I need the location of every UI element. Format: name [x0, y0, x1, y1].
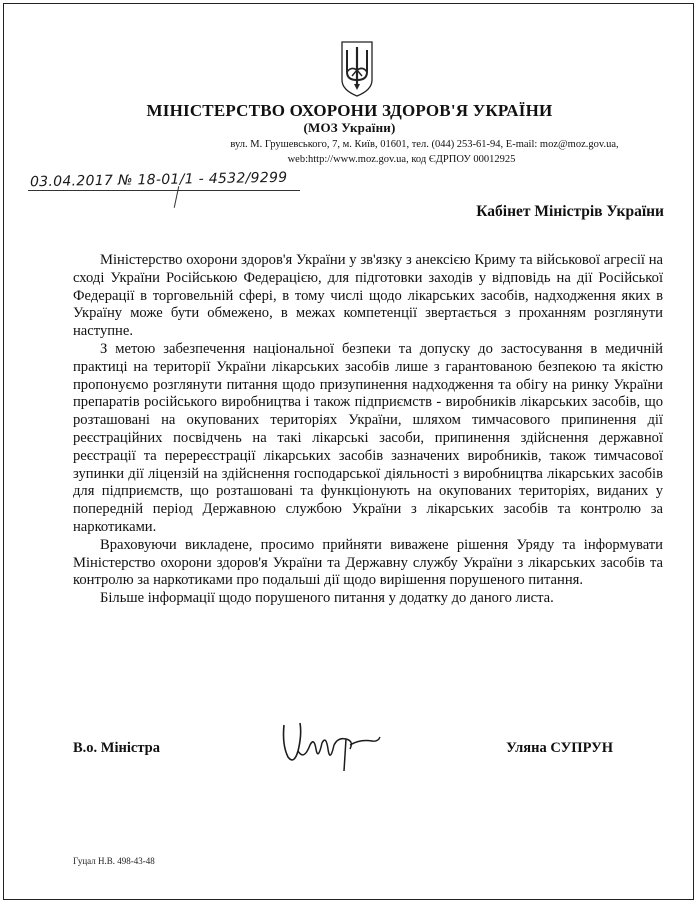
ministry-address: вул. М. Грушевського, 7, м. Київ, 01601, тел. (044) 253-61-94, E-mail: moz@moz.gov.ua, [230, 139, 619, 150]
ministry-web-and-code: web:http://www.moz.gov.ua, код ЄДРПОУ 00012925 [287, 154, 516, 165]
body-paragraph: Більше інформації щодо порушеного питання у додатку до даного листа. [100, 590, 554, 607]
handwritten-signature [276, 715, 386, 775]
signatory-position: В.о. Міністра [73, 740, 160, 756]
body-paragraph: З метою забезпечення національної безпеки та допуску до застосування в медичній практиці на території України лікарських засобів лише з гарантованою безпекою та якістю пропонуємо розглянути питання щодо призупинення надходження та обігу на ринку України препаратів російського виробництва і також підприємств - виробників лікарських засобів, що розташовані на окупованих територіях України, шляхом тимчасового припинення дії реєстраційних посвідчень на такі лікарські засоби, припинення здійснення державної реєстрації та перереєстрації лікарських засобів зазначених виробників, також тимчасової зупинки дії ліцензій на здійснення господарської діяльності з виробництва лікарських засобів для підприємств, що розташовані та функціонують на окупованих територіях, виданих у попередній період Державною службою України з лікарських засобів та контролю за наркотиками. [73, 340, 663, 535]
trident-emblem-icon [339, 40, 375, 98]
signatory-name: Уляна СУПРУН [506, 740, 613, 756]
ministry-abbreviation: (МОЗ України) [303, 120, 396, 135]
letter-body [73, 252, 663, 608]
ministry-name: МІНІСТЕРСТВО ОХОРОНИ ЗДОРОВ'Я УКРАЇНИ [146, 101, 553, 120]
registration-underline [28, 190, 300, 191]
body-paragraph: Враховуючи викладене, просимо прийняти виважене рішення Уряду та інформувати Міністерство охорони здоров'я України та Державну службу України з лікарських засобів та контролю за наркотиками про подальші дії щодо вирішення порушеного питання. [73, 536, 663, 589]
handwritten-registration-number: 03.04.2017 № 18-01/1 - 4532/9299 [29, 169, 288, 191]
body-paragraph: Міністерство охорони здоров'я України у зв'язку з анексією Криму та військової агресії на сході України Російською Федерацією, для підготовки заходів у відповідь на дії Російської Федерації в торговельній сфері, в тому числі щодо лікарських засобів, надходження яких в Україну може бути обмежено, в межах компетенції звертається з проханням розглянути наступне. [73, 252, 663, 340]
executor-contact: Гуцал Н.В. 498-43-48 [73, 856, 155, 866]
addressee: Кабінет Міністрів України [476, 203, 664, 220]
